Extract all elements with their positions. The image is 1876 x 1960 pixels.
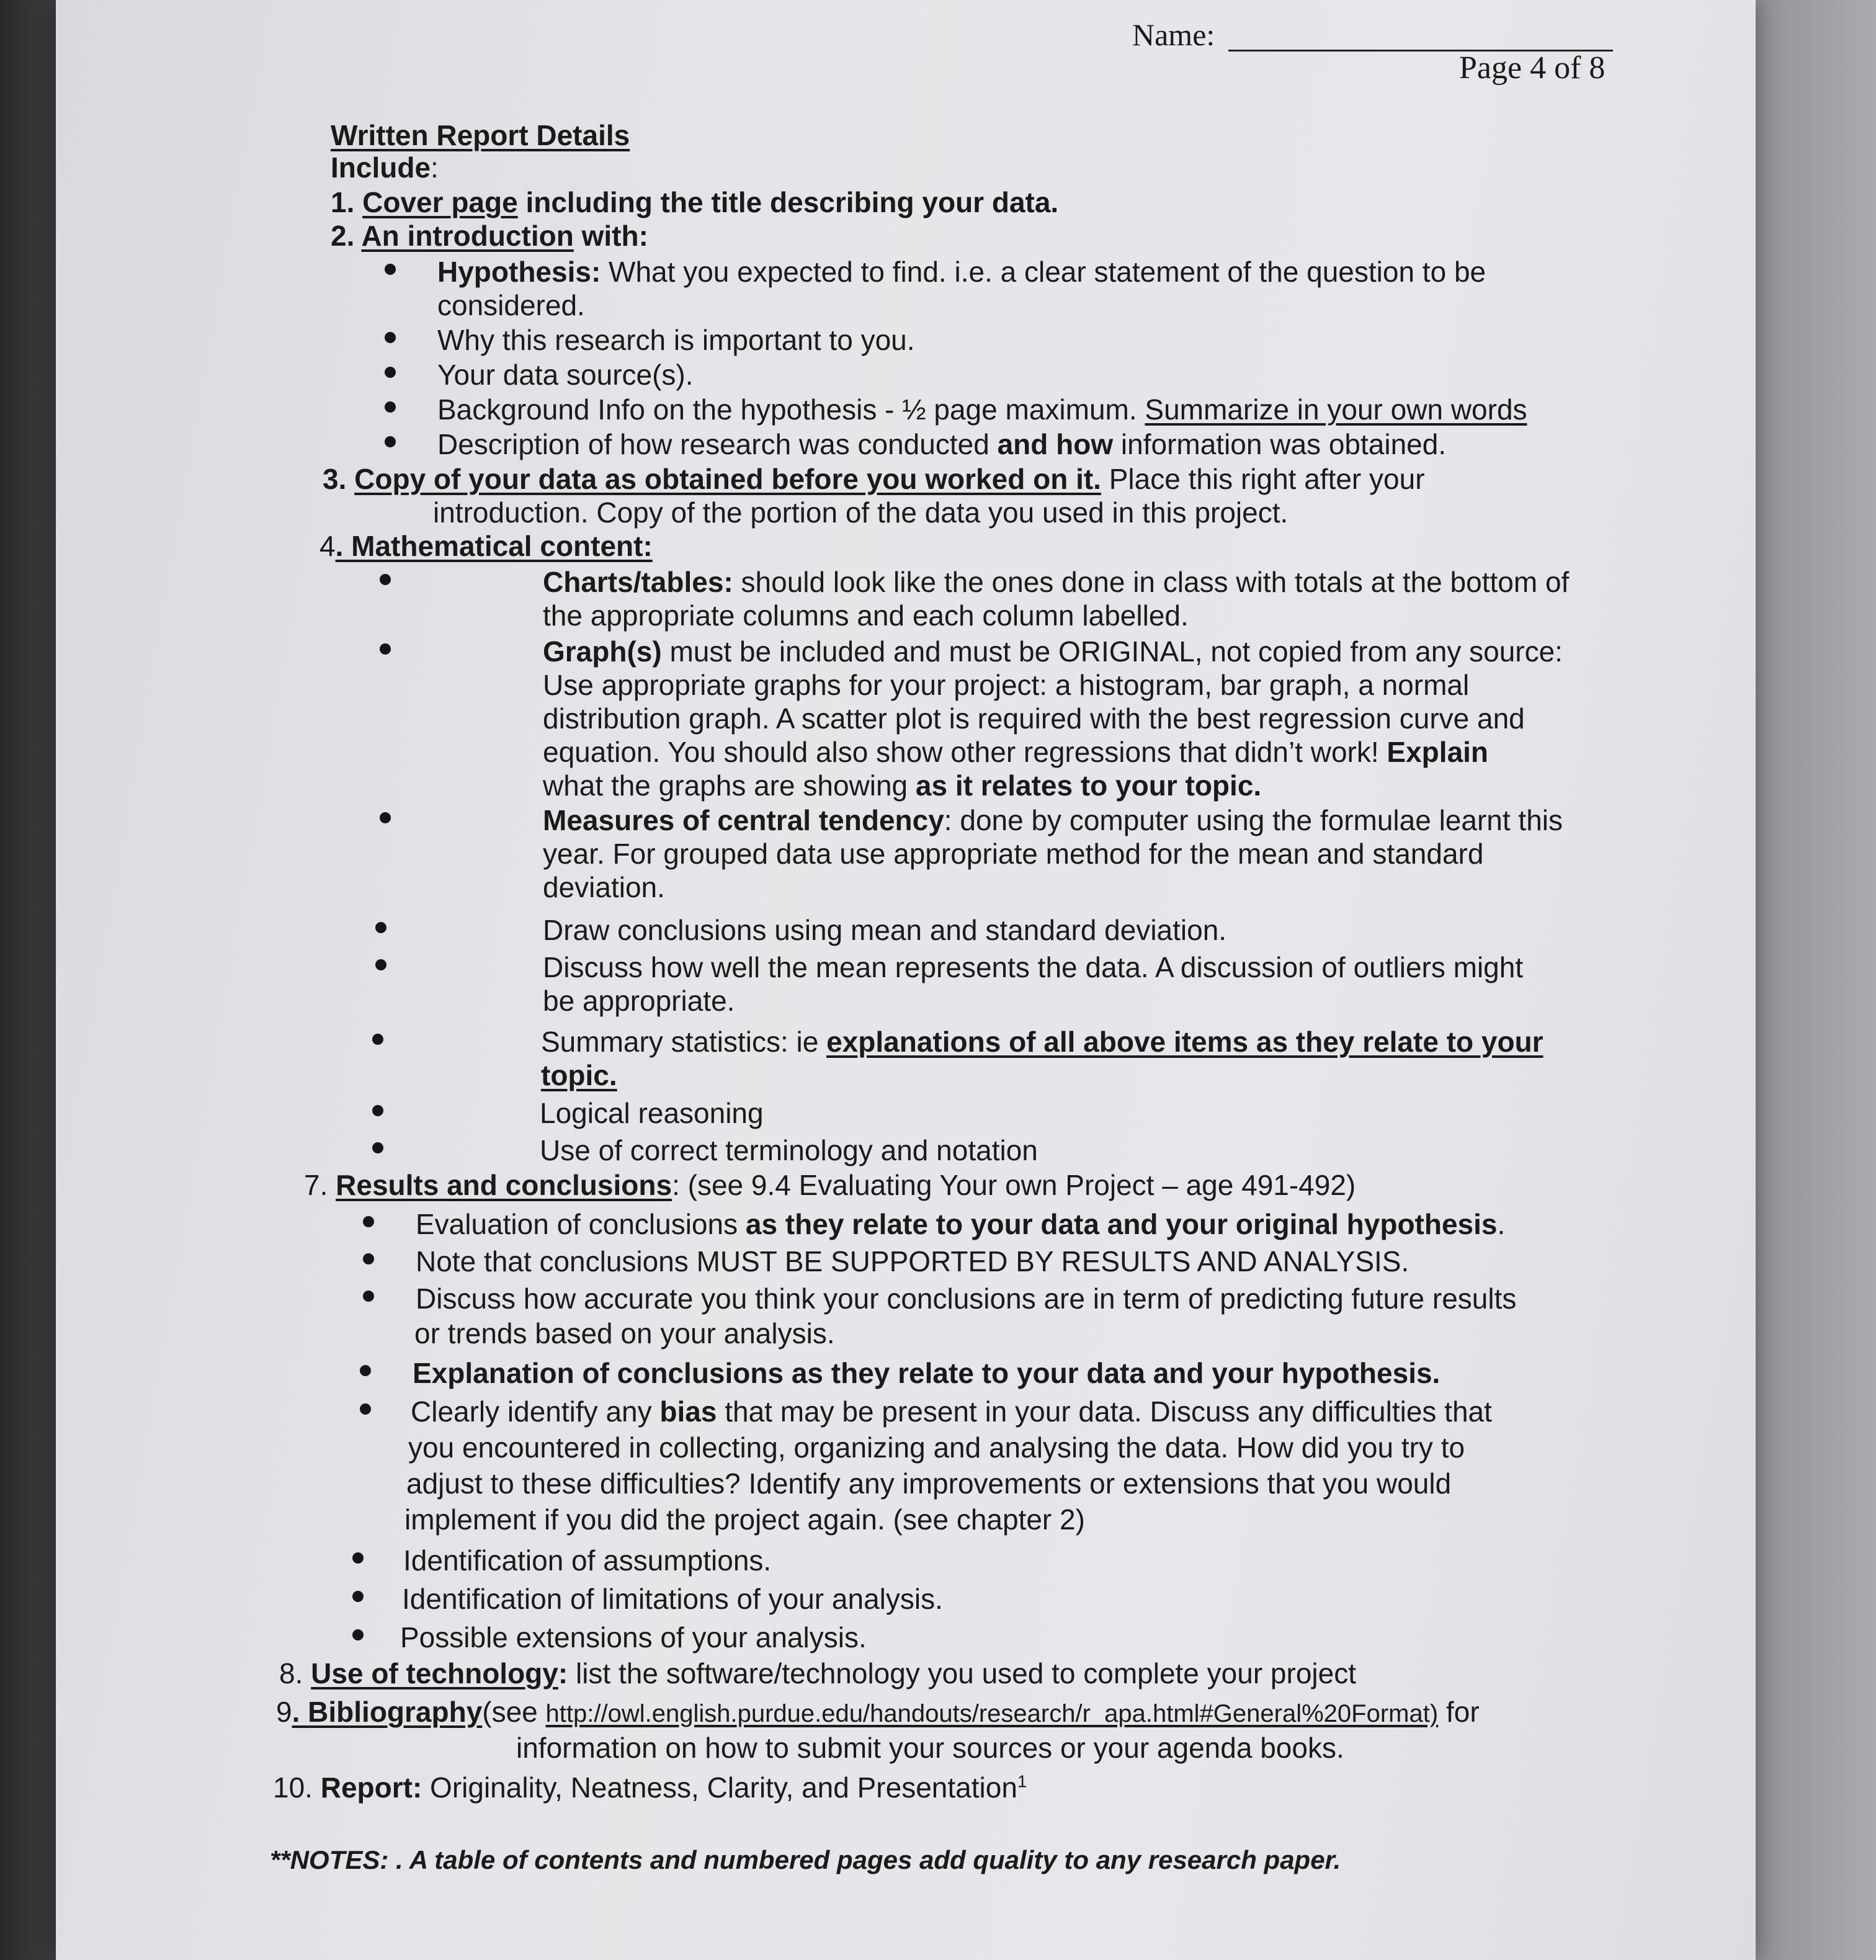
math-bullet-mean: Discuss how well the mean represents the data. A discussion of outliers might xyxy=(543,951,1524,983)
intro-bullet-hypothesis-cont: considered. xyxy=(437,289,585,321)
bullet-icon xyxy=(385,401,396,413)
background-right xyxy=(1740,0,1876,1960)
bullet-icon xyxy=(375,922,386,933)
item-3: 3. Copy of your data as obtained before you worked on it. Place this right after your xyxy=(323,463,1425,495)
bullet-icon xyxy=(380,812,391,823)
math-bullet-charts-cont: the appropriate columns and each column labelled. xyxy=(543,599,1189,632)
results-bullet-explanation: Explanation of conclusions as they relate to your data and your hypothesis. xyxy=(413,1357,1440,1389)
document-page xyxy=(56,0,1756,1960)
name-label: Name: xyxy=(1132,17,1215,52)
bullet-icon xyxy=(385,264,396,275)
item-3-cont: introduction. Copy of the portion of the data you used in this project. xyxy=(433,496,1289,529)
bullet-icon xyxy=(360,1365,371,1376)
item-8: 8. Use of technology: list the software/technology you used to complete your project xyxy=(279,1657,1356,1689)
math-bullet-central-tendency: Measures of central tendency: done by computer using the formulae learnt this xyxy=(543,804,1563,836)
notes: **NOTES: . A table of contents and numbered pages add quality to any research paper. xyxy=(270,1845,1341,1874)
math-bullet-central-tendency-l2: year. For grouped data use appropriate method for the mean and standard xyxy=(543,838,1484,870)
math-bullet-graphs: Graph(s) must be included and must be ORIGINAL, not copied from any source: xyxy=(543,635,1563,668)
bullet-icon xyxy=(363,1216,374,1227)
intro-bullet-importance: Why this research is important to you. xyxy=(437,324,915,356)
bullet-icon xyxy=(363,1291,374,1302)
bullet-icon xyxy=(352,1629,364,1640)
bullet-icon xyxy=(372,1034,383,1045)
math-bullet-summary: Summary statistics: ie explanations of all above items as they relate to your xyxy=(541,1026,1543,1058)
math-bullet-graphs-l4: equation. You should also show other regressions that didn’t work! Explain xyxy=(543,736,1489,768)
item-4: 4. Mathematical content: xyxy=(319,530,653,562)
math-bullet-conclusions: Draw conclusions using mean and standard deviation. xyxy=(543,914,1227,946)
results-bullet-assumptions: Identification of assumptions. xyxy=(403,1544,772,1577)
bullet-icon xyxy=(352,1591,364,1602)
include-label: Include: xyxy=(331,151,439,184)
bullet-icon xyxy=(385,436,396,447)
item-9-cont: information on how to submit your sources or your agenda books. xyxy=(516,1732,1344,1764)
bullet-icon xyxy=(385,332,396,343)
item-10: 10. Report: Originality, Neatness, Clarity, and Presentation$^1$ xyxy=(273,1771,1027,1804)
intro-bullet-background: Background Info on the hypothesis - ½ page maximum. Summarize in your own words xyxy=(437,393,1527,426)
bullet-icon xyxy=(360,1403,371,1415)
item-1: 1. Cover page including the title describing your data. xyxy=(331,186,1059,218)
math-bullet-central-tendency-l3: deviation. xyxy=(543,871,665,903)
bullet-icon xyxy=(363,1253,374,1264)
math-bullet-charts: Charts/tables: should look like the ones done in class with totals at the bottom of xyxy=(543,566,1570,598)
results-bullet-bias-l4: implement if you did the project again. (see chapter 2) xyxy=(404,1503,1085,1536)
bullet-icon xyxy=(352,1552,364,1564)
results-bullet-bias: Clearly identify any bias that may be present in your data. Discuss any difficulties that xyxy=(411,1395,1492,1428)
bibliography-link[interactable]: http://owl.english.purdue.edu/handouts/research/r_apa.html#General%20Format) xyxy=(545,1700,1439,1727)
doc-title: Written Report Details xyxy=(331,119,630,151)
bullet-icon xyxy=(380,574,391,585)
bullet-icon xyxy=(372,1142,383,1153)
bullet-icon xyxy=(380,643,391,655)
bullet-icon xyxy=(375,959,386,970)
bullet-icon xyxy=(372,1105,383,1116)
results-bullet-bias-l2: you encountered in collecting, organizing and analysing the data. How did you try to xyxy=(408,1431,1465,1464)
intro-bullet-hypothesis: Hypothesis: What you expected to find. i.e. a clear statement of the question to be xyxy=(437,256,1486,288)
math-bullet-mean-cont: be appropriate. xyxy=(543,985,735,1017)
item-7: 7. Results and conclusions: (see 9.4 Evaluating Your own Project – age 491-492) xyxy=(304,1169,1356,1201)
math-bullet-terminology: Use of correct terminology and notation xyxy=(540,1134,1038,1166)
math-bullet-graphs-l5: what the graphs are showing as it relates to your topic. xyxy=(543,769,1262,802)
results-bullet-limitations: Identification of limitations of your analysis. xyxy=(402,1583,943,1615)
results-bullet-accuracy-cont: or trends based on your analysis. xyxy=(414,1317,835,1349)
math-bullet-summary-cont: topic. xyxy=(541,1059,617,1091)
item-9: 9. Bibliography(see http://owl.english.purdue.edu/handouts/research/r_apa.html#General%20Format) for xyxy=(276,1696,1480,1728)
intro-bullet-sources: Your data source(s). xyxy=(437,359,694,391)
item-2: 2. An introduction with: xyxy=(331,220,648,252)
bullet-icon xyxy=(385,367,396,378)
results-bullet-accuracy: Discuss how accurate you think your conclusions are in term of predicting future results xyxy=(416,1282,1517,1315)
math-bullet-logic: Logical reasoning xyxy=(540,1097,764,1129)
intro-bullet-description: Description of how research was conducted and how information was obtained. xyxy=(437,428,1447,460)
results-bullet-supported: Note that conclusions MUST BE SUPPORTED BY RESULTS AND ANALYSIS. xyxy=(416,1245,1409,1278)
results-bullet-evaluation: Evaluation of conclusions as they relate to your data and your original hypothesis. xyxy=(416,1208,1506,1240)
math-bullet-graphs-l3: distribution graph. A scatter plot is required with the best regression curve and xyxy=(543,702,1525,735)
page-number: Page 4 of 8 xyxy=(1459,50,1606,86)
results-bullet-bias-l3: adjust to these difficulties? Identify any improvements or extensions that you would xyxy=(406,1467,1452,1500)
math-bullet-graphs-l2: Use appropriate graphs for your project: a histogram, bar graph, a normal xyxy=(543,669,1470,701)
results-bullet-extensions: Possible extensions of your analysis. xyxy=(400,1621,867,1653)
